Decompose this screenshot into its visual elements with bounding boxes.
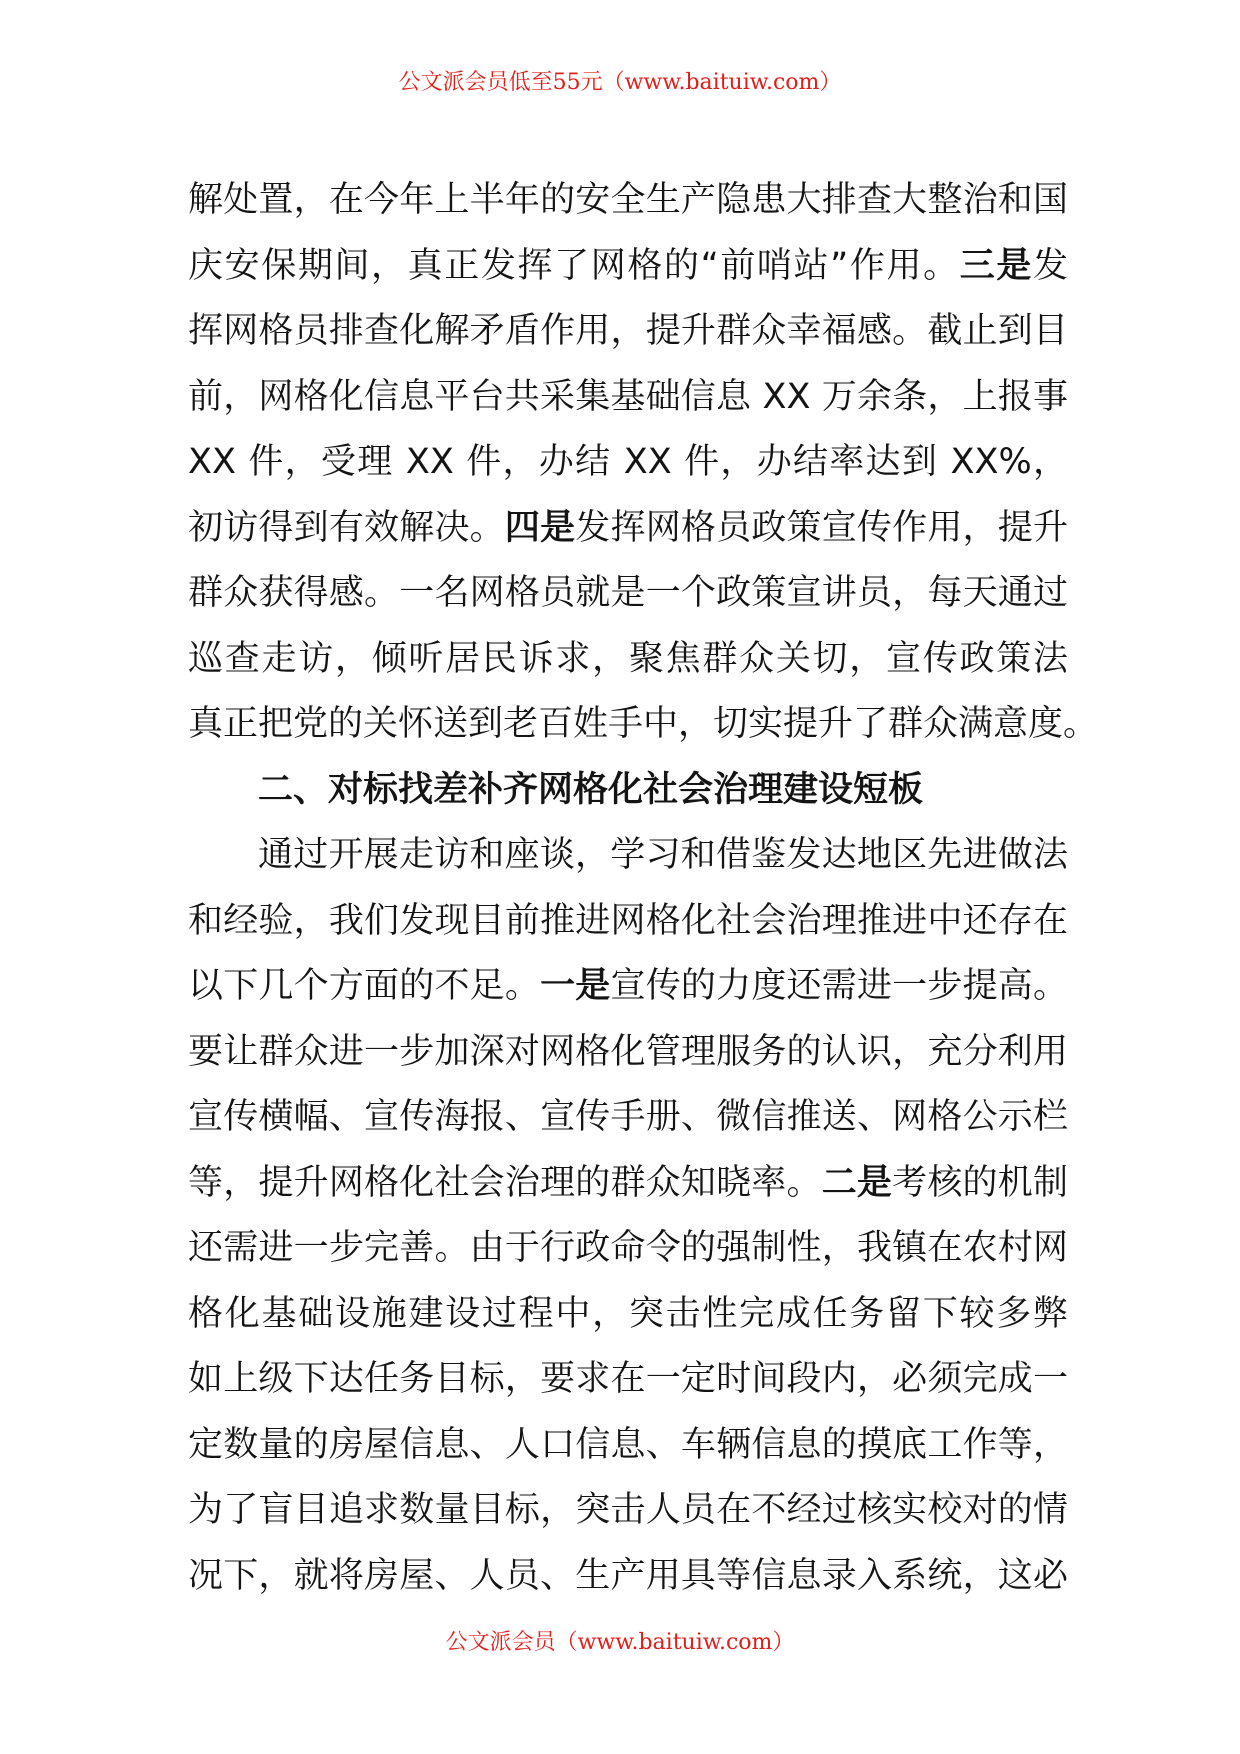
text-line — [188, 168, 1068, 234]
text-line — [188, 299, 1068, 365]
text-line — [188, 365, 1068, 431]
text-segment: 为了盲目追求数量目标，突击人员在不经过核实校对的情 — [188, 1490, 1068, 1530]
text-line — [188, 1151, 1068, 1217]
text-segment: XX 件，受理 XX 件，办结 XX 件，办结率达到 XX%， — [188, 442, 1068, 482]
text-segment: 如上级下达任务目标，要求在一定时间段内，必须完成一 — [188, 1359, 1068, 1399]
text-segment: 巡查走访，倾听居民诉求，聚焦群众关切，宣传政策法 — [188, 638, 1068, 679]
text-segment: 初访得到有效解决。 — [188, 507, 505, 548]
text-line — [188, 1020, 1068, 1086]
text-segment: 以下几个方面的不足。 — [188, 966, 541, 1006]
text-line — [188, 954, 1068, 1020]
text-line — [188, 889, 1068, 955]
text-segment: 要让群众进一步加深对网格化管理服务的认识，充分利用 — [188, 1031, 1068, 1072]
text-line — [188, 1085, 1068, 1151]
page-header-watermark: 公文派会员低至55元（www.baituiw.com） — [398, 70, 842, 95]
text-line — [188, 496, 1068, 562]
text-segment: 庆安保期间，真正发挥了网格的“前哨站”作用。 — [188, 245, 960, 286]
text-segment: 发挥网格员政策宣传作用，提升 — [575, 507, 1068, 548]
text-segment: 格化基础设施建设过程中，突击性完成任务留下较多弊 — [188, 1293, 1068, 1334]
document-body — [188, 168, 1099, 1609]
text-line — [188, 234, 1068, 300]
text-segment: 解处置，在今年上半年的安全生产隐患大排查大整治和国 — [188, 180, 1068, 220]
text-line — [188, 430, 1068, 496]
text-line — [188, 561, 1068, 627]
text-segment: 和经验，我们发现目前推进网格化社会治理推进中还存在 — [188, 900, 1068, 941]
text-segment: 等，提升网格化社会治理的群众知晓率。 — [188, 1162, 822, 1203]
bold-keyword: 二、对标找差补齐网格化社会治理建设短板 — [258, 769, 924, 810]
bold-keyword: 一是 — [540, 966, 611, 1006]
text-segment: 考核的机制 — [892, 1162, 1068, 1203]
text-line — [188, 1282, 1068, 1348]
text-segment: 还需进一步完善。由于行政命令的强制性，我镇在农村网 — [188, 1228, 1068, 1268]
text-segment: 通过开展走访和座谈，学习和借鉴发达地区先进做法 — [258, 835, 1068, 875]
bold-keyword: 三是 — [959, 245, 1033, 286]
text-line — [188, 1413, 1068, 1479]
text-line — [188, 1544, 1068, 1610]
text-segment: 前，网格化信息平台共采集基础信息 XX 万余条，上报事 — [188, 376, 1068, 417]
text-line — [188, 1478, 1068, 1544]
text-segment: 发 — [1032, 245, 1068, 286]
text-line — [188, 692, 1099, 758]
text-line — [188, 627, 1068, 693]
text-segment: 宣传横幅、宣传海报、宣传手册、微信推送、网格公示栏 — [188, 1097, 1068, 1137]
text-segment: 况下，就将房屋、人员、生产用具等信息录入系统，这必 — [188, 1555, 1068, 1596]
page-footer-watermark: 公文派会员（www.baituiw.com） — [445, 1630, 795, 1655]
text-segment: 定数量的房屋信息、人口信息、车辆信息的摸底工作等， — [188, 1424, 1068, 1465]
bold-keyword: 二是 — [821, 1162, 893, 1203]
text-line — [188, 1347, 1068, 1413]
bold-keyword: 四是 — [504, 507, 576, 548]
section-heading — [188, 758, 1068, 824]
text-segment: 真正把党的关怀送到老百姓手中，切实提升了群众满意度。 — [188, 704, 1099, 744]
text-line — [188, 1216, 1068, 1282]
text-segment: 挥网格员排查化解矛盾作用，提升群众幸福感。截止到目 — [188, 311, 1068, 351]
text-line — [188, 823, 1068, 889]
text-segment: 群众获得感。一名网格员就是一个政策宣讲员，每天通过 — [188, 573, 1068, 613]
text-segment: 宣传的力度还需进一步提高。 — [610, 966, 1068, 1006]
